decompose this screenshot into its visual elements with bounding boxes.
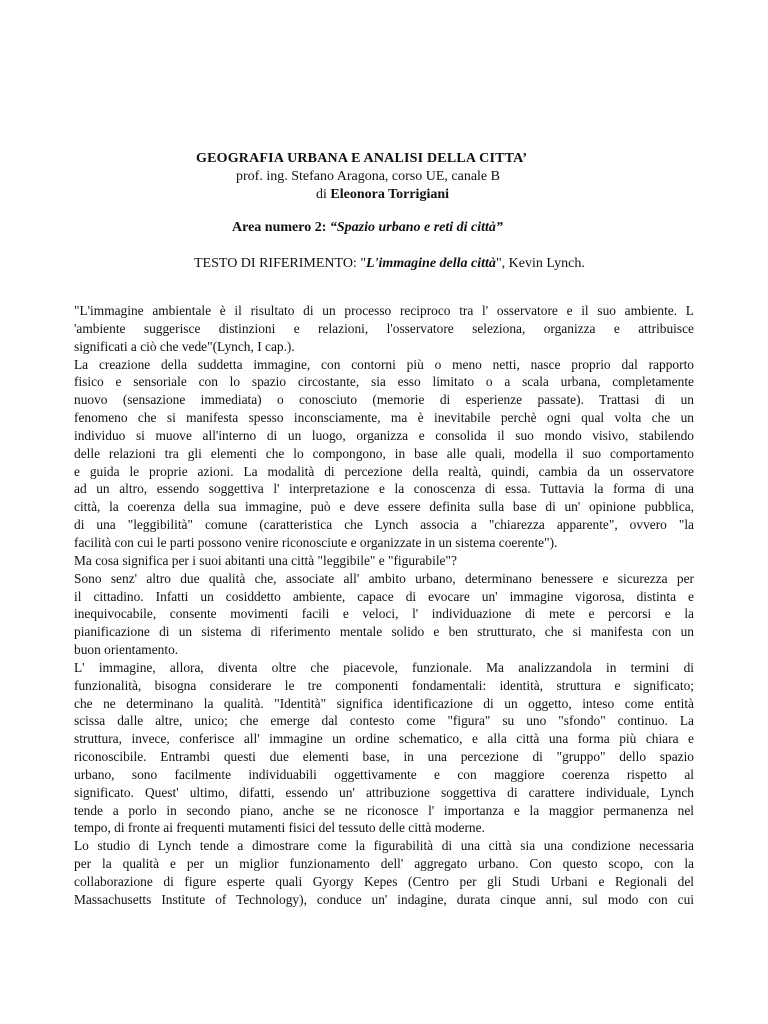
body-text (74, 302, 694, 909)
body-line: nuovo (sensazione immediata) o conosciuto (memorie di esperienze passate). Trattasi di un (74, 392, 694, 408)
body-line: significato. Quest' ultimo, difatti, essendo un' attribuzione soggettiva di carattere individuale, Lynch (74, 784, 694, 800)
author-line (316, 187, 449, 203)
body-line: L' immagine, allora, diventa oltre che piacevole, funzionale. Ma analizzandola in termini di (74, 659, 694, 675)
body-line: buon orientamento. (74, 642, 179, 658)
area-label: Area numero 2: (232, 220, 327, 235)
reference-title: L'immagine della città (366, 256, 496, 271)
body-line: di una "leggibilità" comune (caratteristica che Lynch associa a "chiarezza apparente", ovvero "la (74, 517, 694, 533)
body-line: tempo, di fronte ai frequenti mutamenti fisici del tessuto delle città moderne. (74, 820, 485, 836)
body-line: città, la coerenza della sua immagine, può e deve essere definita sulla base di un' opinione pubblica, (74, 499, 694, 515)
body-line: fenomeno che si manifesta spesso inconsciamente, ma è inevitabile perchè ogni qual volta che un (74, 410, 694, 426)
body-line: che ne determinano la qualità. "Identità" significa identificazione di un oggetto, inteso come entità (74, 695, 694, 711)
body-line: inequivocabile, consente movimenti facili e veloci, l' individuazione di mete e percorsi e la (74, 606, 694, 622)
body-line: delle relazioni tra gli elementi che lo compongono, in base alle quali, modella il suo comportamento (74, 445, 694, 461)
body-line: "L'immagine ambientale è il risultato di un processo reciproco tra l' osservatore e il suo ambiente. L (74, 303, 694, 318)
author-name: Eleonora Torrigiani (330, 187, 450, 202)
body-line: facilità con cui le parti possono venire riconosciute e organizzate in un sistema coerente"). (74, 534, 558, 550)
document-title: GEOGRAFIA URBANA E ANALISI DELLA CITTA’ (196, 151, 528, 166)
body-line: tende a porlo in secondo piano, anche se ne riconosce l' importanza e la maggior permanenza nel (74, 802, 694, 818)
professor-line: prof. ing. Stefano Aragona, corso UE, canale B (236, 169, 500, 184)
body-line: collaborazione di figure esperte quali Gyorgy Kepes (Centro per gli Studi Urbani e Regionali del (74, 874, 694, 889)
area-title: “Spazio urbano e reti di città” (329, 220, 503, 235)
body-line: Ma cosa significa per i suoi abitanti una città "leggibile" e "figurabile"? (74, 552, 457, 568)
body-line: per la qualità e per un miglior funzionamento dell' aggregato urbano. Con questo scopo, con la (74, 856, 694, 872)
reference-text-line (194, 256, 585, 272)
body-line: Lo studio di Lynch tende a dimostrare come la figurabilità di una città sia una condizione necessaria (74, 838, 694, 854)
body-line: il cittadino. Infatti un cosiddetto ambiente, capace di evocare un' immagine vigorosa, distinta e (74, 588, 694, 604)
body-line: Massachusetts Institute of Technology), conduce un' indagine, durata cinque anni, sul modo con cui (74, 891, 694, 907)
body-line: ad un altro, essendo soggettiva l' interpretazione e la conoscenza di essa. Tuttavia la forma di una (74, 481, 694, 497)
body-line: significati a ciò che vede"(Lynch, I cap.). (74, 338, 295, 354)
body-line: fisico e sensoriale con lo spazio circostante, sia esso limitato o a scala urbana, completamente (74, 374, 694, 390)
area-heading (232, 220, 503, 236)
body-line: funzionalità, bisogna considerare le tre componenti fondamentali: identità, struttura e significato; (74, 677, 694, 693)
body-line: pianificazione di un sistema di riferimento mentale solido e ben strutturato, che si manifesta con un (74, 624, 694, 640)
body-line: 'ambiente suggerisce distinzioni e relazioni, l'osservatore seleziona, organizza e attribuisce (74, 320, 694, 336)
body-line: scissa dalle altre, unico; che emerge dal contesto come "figura" su uno "sfondo" continuo. La (74, 713, 694, 729)
body-line: riconoscibile. Entrambi questi due elementi base, in una percezione di "gruppo" dello spazio (74, 749, 694, 765)
author-prefix: di (316, 187, 327, 202)
reference-author: ", Kevin Lynch. (495, 256, 585, 271)
body-line: urbano, sono facilmente individuabili oggettivamente e con maggiore coerenza rispetto al (74, 766, 694, 782)
body-line: e guida le proprie azioni. La modalità di percezione della realtà, quindi, cambia da un osservatore (74, 463, 694, 479)
body-line: struttura, invece, conferisce all' immagine un ordine schematico, e alla città una forma più chiara e (74, 731, 694, 747)
body-line: individuo si muove all'interno di un luogo, organizza e consolida il suo mondo visivo, stabilendo (74, 427, 694, 443)
body-line: Sono senz' altro due qualità che, associate all' ambito urbano, determinano benessere e sicurezza per (74, 570, 694, 586)
body-line: La creazione della suddetta immagine, con contorni più o meno netti, nasce proprio dal rapporto (74, 356, 694, 372)
reference-label: TESTO DI RIFERIMENTO: " (194, 256, 367, 271)
